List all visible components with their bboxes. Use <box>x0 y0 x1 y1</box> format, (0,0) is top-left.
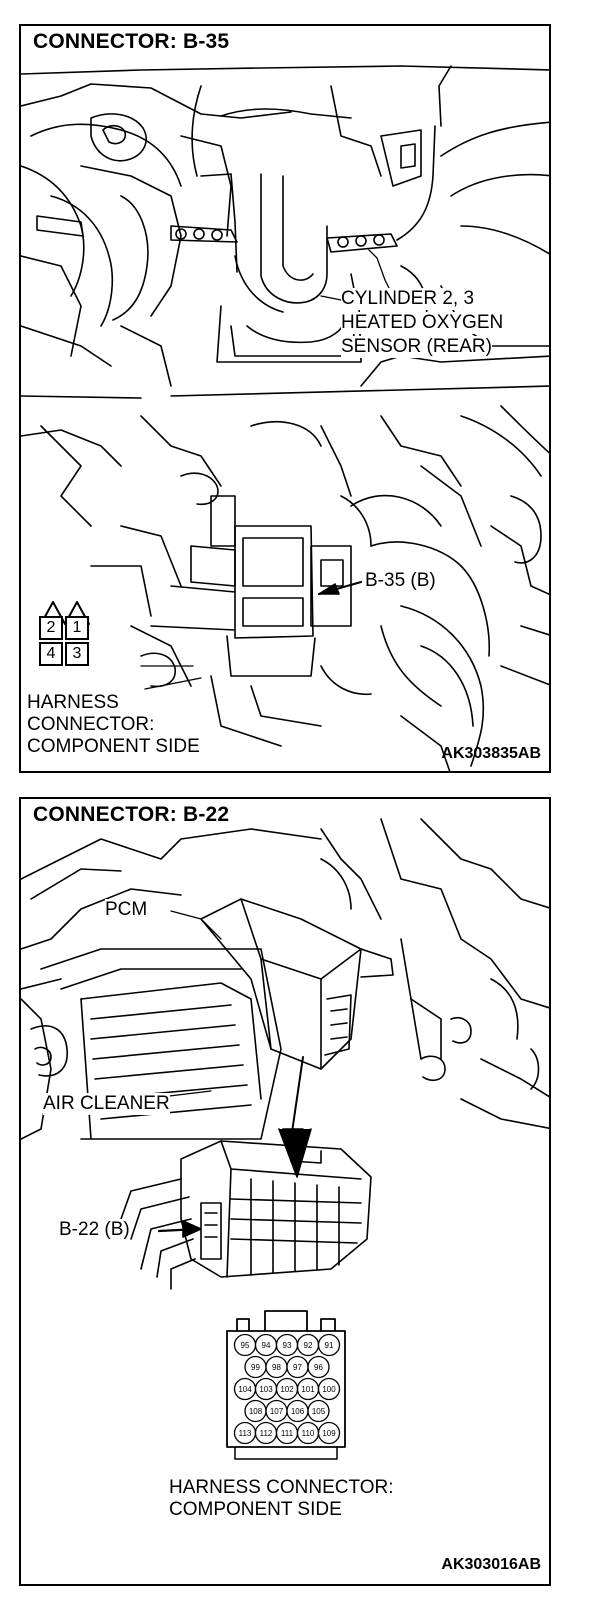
pin-4: 4 <box>39 642 63 666</box>
pin-104: 104 <box>238 1385 252 1394</box>
pin-109: 109 <box>322 1429 336 1438</box>
air-cleaner-label: AIR CLEANER <box>43 1093 170 1114</box>
pin-111: 111 <box>280 1429 294 1438</box>
pin-100: 100 <box>322 1385 336 1394</box>
pin-108: 108 <box>248 1407 263 1416</box>
pin-110: 110 <box>301 1429 315 1438</box>
harness-label-line3: COMPONENT SIDE <box>27 736 200 757</box>
connector-b35-panel <box>19 24 551 773</box>
pin-diagram-b35 <box>39 616 91 668</box>
pin-102: 102 <box>280 1385 294 1394</box>
pin-93: 93 <box>282 1341 292 1350</box>
pin-95: 95 <box>240 1341 250 1350</box>
harness-label-line1: HARNESS <box>27 692 119 713</box>
pin-96: 96 <box>314 1363 323 1372</box>
pin-99: 99 <box>251 1363 260 1372</box>
pin-94: 94 <box>261 1341 271 1350</box>
pin-92: 92 <box>303 1341 313 1350</box>
pin-2: 2 <box>39 616 63 640</box>
pin-97: 97 <box>293 1363 302 1372</box>
pin-101: 101 <box>301 1385 315 1394</box>
sensor-label-line3: SENSOR (REAR) <box>341 336 492 357</box>
engine-line-drawing-b35 <box>21 26 551 773</box>
harness-label-line2: CONNECTOR: <box>27 714 155 735</box>
pin-113: 113 <box>238 1429 252 1438</box>
pin-3: 3 <box>65 642 89 666</box>
harness-b22-line2: COMPONENT SIDE <box>169 1499 342 1520</box>
panel-title-b35: CONNECTOR: B-35 <box>29 30 233 54</box>
figure-code-b22: AK303016AB <box>441 1556 541 1573</box>
harness-b22-line1: HARNESS CONNECTOR: <box>169 1477 394 1498</box>
pin-105: 105 <box>311 1407 326 1416</box>
connector-label-b22: B-22 (B) <box>59 1219 130 1240</box>
sensor-label-line1: CYLINDER 2, 3 <box>341 288 475 309</box>
panel-title-b22: CONNECTOR: B-22 <box>29 803 233 827</box>
pin-diagram-b22 <box>227 1331 347 1449</box>
pcm-label: PCM <box>105 899 148 920</box>
pin-103: 103 <box>259 1385 273 1394</box>
figure-code-b35: AK303835AB <box>441 745 541 762</box>
pin-107: 107 <box>269 1407 284 1416</box>
pin-112: 112 <box>259 1429 273 1438</box>
sensor-label-line2: HEATED OXYGEN <box>341 312 504 333</box>
pcm-line-drawing-b22 <box>21 799 551 1586</box>
connector-label-b35: B-35 (B) <box>365 570 436 591</box>
pin-106: 106 <box>290 1407 305 1416</box>
pin-98: 98 <box>272 1363 281 1372</box>
connector-b22-panel <box>19 797 551 1586</box>
pin-91: 91 <box>324 1341 334 1350</box>
pin-1: 1 <box>65 616 89 640</box>
